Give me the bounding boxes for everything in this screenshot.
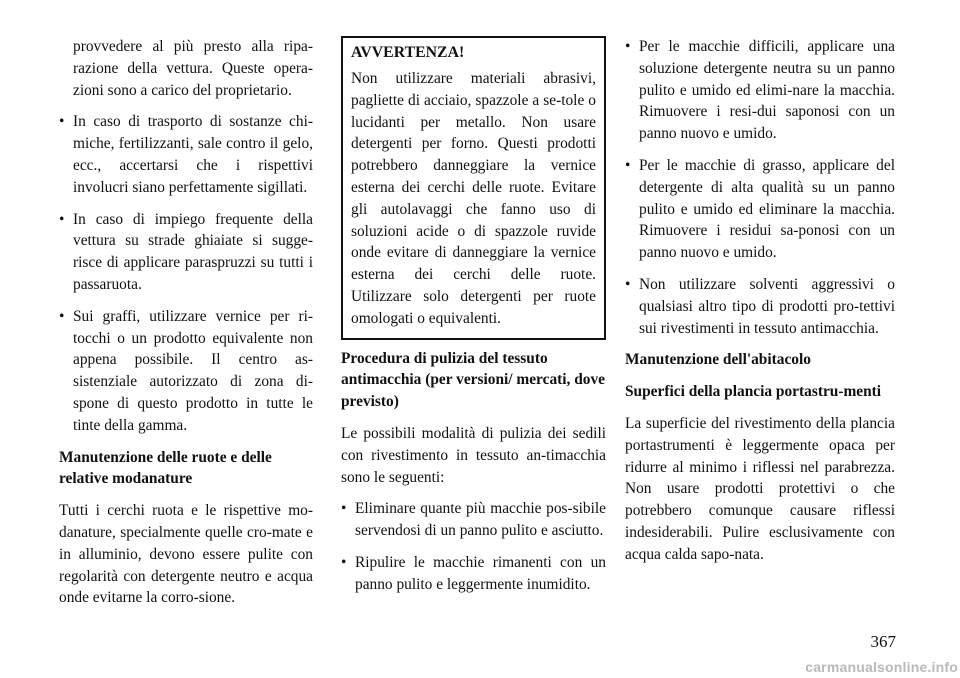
column-middle [341,36,606,606]
section-heading: Procedura di pulizia del tessuto antimacchia (per versioni/ mercati, dove previsto) [341,349,606,411]
body-paragraph: La superficie del rivestimento della plancia portastrumenti è leggermente opaca per ridurre al minimo i riflessi nel parabrezza. Non usare prodotti protettivi o che potrebbero comunque causare riflessi indesiderabili. Pulire esclusivamente con acqua calda sapo-nata. [625,414,895,563]
bullet-item [59,306,313,437]
bullet-item [625,155,895,264]
bullet-text: In caso di trasporto di sostanze chi-miche, fertilizzanti, sale contro il gelo, ecc., accertarsi che i rispettivi involucri siano perfettamente sigillati. [73,113,313,196]
bullet-item [625,274,895,339]
bullet-item [625,36,895,145]
body-paragraph: Tutti i cerchi ruota e le rispettive mo-danature, specialmente quelle cro-mate e in alluminio, devono essere pulite con regolarità con detergente neutro e acqua onde evitarne la corro-sione. [59,502,313,607]
column-right [625,36,895,576]
bullet-icon [59,209,73,231]
bullet-icon [341,498,355,520]
bullet-item [59,111,313,198]
watermark: carmanualsonline.info [805,659,958,675]
bullet-icon [59,111,73,133]
bullet-text: Ripulire le macchie rimanenti con un panno pulito e leggermente inumidito. [355,553,606,593]
bullet-text: Sui graffi, utilizzare vernice per ri-tocchi o un prodotto equivalente non appena possibile. Il centro as-sistenziale autorizzato di zona di-spone di questo prodotto in tutte le tinte della gamma. [73,307,313,434]
subsection-heading: Superfici della plancia portastru-menti [625,383,882,401]
warning-box [341,36,606,340]
page-number: 367 [870,632,896,651]
body-paragraph: Le possibili modalità di pulizia dei sedili con rivestimento in tessuto an-timacchia sono le seguenti: [341,424,606,486]
continuation-paragraph: provvedere al più presto alla ripa-razione della vettura. Queste opera-zioni sono a carico del proprietario. [73,38,313,99]
bullet-text: Non utilizzare solventi aggressivi o qualsiasi altro tipo di prodotti pro-tettivi sui rivestimenti in tessuto antimacchia. [639,275,895,337]
bullet-icon [625,274,639,296]
bullet-item [341,552,606,596]
bullet-icon [625,36,639,58]
bullet-item [341,498,606,542]
bullet-item [59,209,313,296]
bullet-icon [341,552,355,574]
section-heading: Manutenzione dell'abitacolo [625,351,811,369]
bullet-text: Per le macchie di grasso, applicare del detergente di alta qualità su un panno pulito e umido ed eliminare la macchia. Rimuovere i residui sa-ponosi con un panno nuovo e umido. [639,156,895,262]
warning-text: Non utilizzare materiali abrasivi, pagliette di acciaio, spazzole a se-tole o lucidanti per metallo. Non usare detergenti per forno. Questi prodotti potrebbero danneggiare la vernice esterna dei cerchi delle ruote. Evitare gli autolavaggi che fanno uso di soluzioni acide o di spazzole ruvide onde evitare di danneggiare la vernice esterna dei cerchi delle ruote. Utilizzare solo detergenti per ruote omologati o equivalenti. [351,70,596,327]
bullet-text: In caso di impiego frequente della vettura su strade ghiaiate si sugge-risce di applicare paraspruzzi su tutti i passaruota. [73,210,313,293]
bullet-text: Per le macchie difficili, applicare una soluzione detergente neutra su un panno pulito e umido ed elimi-nare la macchia. Rimuovere i resi-dui saponosi con un panno nuovo e umido. [639,38,895,143]
column-left [59,36,313,619]
section-heading: Manutenzione delle ruote e delle relative modanature [59,448,272,488]
bullet-text: Eliminare quante più macchie pos-sibile servendosi di un panno pulito e asciutto. [355,500,606,540]
bullet-icon [625,155,639,177]
bullet-icon [59,306,73,328]
warning-title: AVVERTENZA! [351,44,465,61]
